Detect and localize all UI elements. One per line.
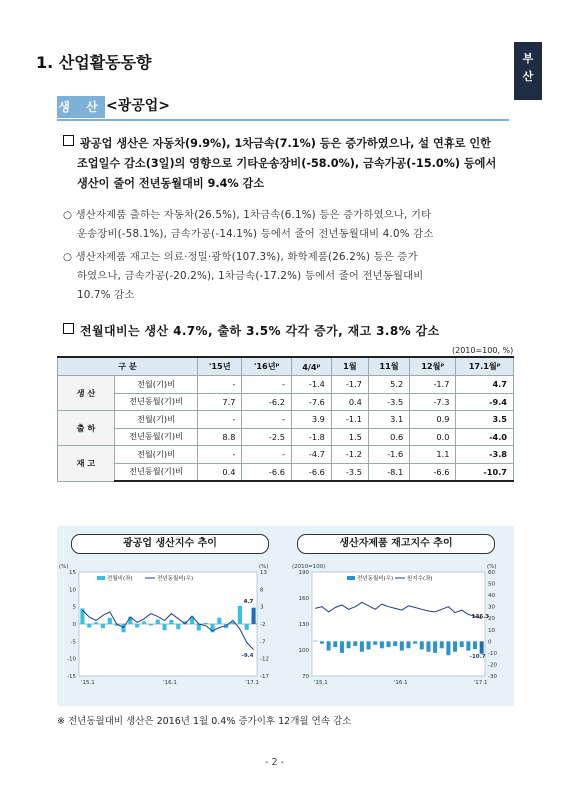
table-row: [58, 463, 514, 481]
bar-mark: [245, 624, 249, 630]
bar-mark: [480, 641, 484, 653]
table-cell: -2.5: [242, 428, 291, 446]
footnote: ※ 전년동월대비 생산은 2016년 1월 0.4% 증가이후 12개월 연속 감소: [57, 716, 352, 727]
bar-mark: [387, 641, 391, 647]
table-header: 4/4ᵖ: [291, 357, 331, 376]
bar-mark: [135, 624, 139, 627]
table-cell: -1.1: [331, 411, 368, 429]
row-label: 전년동월(기)비: [115, 463, 198, 481]
x-tick-label: '17.1: [473, 680, 488, 686]
left-tick-label: -5: [70, 639, 76, 646]
bar-mark: [197, 624, 201, 631]
table-cell: -: [198, 411, 242, 429]
left-tick-label: 100: [298, 648, 309, 654]
bar-mark: [426, 641, 430, 651]
left-tick-label: 10: [69, 587, 76, 594]
table-cell: 3.9: [291, 411, 331, 429]
right-tick-label: 60: [488, 570, 495, 576]
table-cell: -: [198, 446, 242, 464]
chart-2-title: 생산자제품 재고지수 추이: [297, 534, 495, 554]
table-cell: -4.7: [291, 446, 331, 464]
table-row: [58, 376, 514, 394]
bar-mark: [446, 641, 450, 655]
bar-mark: [163, 624, 167, 630]
row-group-label: 출 하: [58, 411, 115, 446]
right-tick-label: 50: [488, 581, 495, 588]
table-row: [58, 446, 514, 464]
chart-1-title: 광공업 생산지수 추이: [71, 534, 269, 554]
section-divider: [57, 119, 509, 121]
bar-mark: [101, 624, 105, 628]
inventory-index-chart: [292, 564, 497, 686]
table-cell: 0.6: [368, 428, 409, 446]
bar-mark: [108, 618, 112, 624]
data-annotation: 4.7: [243, 599, 254, 605]
table-header: '16년ᵖ: [242, 357, 291, 376]
bullet-inventory: [63, 248, 513, 305]
charts-svg: [57, 558, 514, 706]
table-cell: -3.8: [456, 446, 514, 464]
left-unit-label: (2010=100): [292, 564, 326, 570]
x-tick-label: '16.1: [163, 680, 177, 686]
bullet-inventory-line-2: 하였으나, 금속가공(-20.2%), 1차금속(-17.2%) 등에서 줄어 전년동월대비: [77, 270, 424, 282]
table-cell: 3.1: [368, 411, 409, 429]
bar-mark: [420, 641, 424, 649]
table-cell: -1.4: [291, 376, 331, 394]
month-over-month-summary: [63, 322, 440, 339]
section-badge: 생 산: [57, 96, 105, 118]
left-unit-label: (%): [59, 564, 69, 570]
page-number: - 2 -: [265, 757, 284, 768]
side-tab-char-2: 산: [522, 70, 534, 83]
charts-panel: [57, 526, 514, 706]
x-tick-label: '15.1: [314, 680, 328, 686]
bar-mark: [433, 641, 437, 653]
bullet-shipments: [63, 206, 513, 244]
data-annotation: -9.4: [241, 653, 254, 659]
right-tick-label: 0: [488, 639, 492, 646]
bar-mark: [440, 641, 444, 648]
main-paragraph: [63, 134, 513, 194]
table-cell: 0.4: [198, 463, 242, 481]
right-tick-label: -10: [488, 650, 497, 657]
page-heading: 1. 산업활동동향: [36, 53, 152, 72]
bar-mark: [460, 641, 464, 647]
bar-mark: [313, 641, 317, 642]
bar-mark: [252, 608, 256, 624]
table-cell: -3.5: [368, 393, 409, 411]
left-tick-label: 15: [69, 570, 76, 576]
checkbox-square-icon: [63, 323, 74, 334]
bar-mark: [149, 624, 153, 625]
left-tick-label: 190: [298, 570, 309, 576]
table-cell: -1.7: [410, 376, 456, 394]
data-annotation: -10.7: [469, 654, 486, 660]
bar-mark: [217, 618, 221, 624]
bar-mark: [333, 641, 337, 647]
left-tick-label: 70: [302, 674, 309, 680]
right-tick-label: 3: [260, 604, 264, 611]
side-tab-char-1: 부: [522, 52, 534, 65]
x-tick-label: '17.1: [245, 680, 260, 686]
legend-label: 전월비(좌): [107, 576, 133, 582]
data-annotation: 136.3: [471, 614, 490, 620]
plot-area: [312, 572, 485, 676]
table-cell: -: [198, 376, 242, 394]
table-cell: 1.1: [410, 446, 456, 464]
bar-mark: [142, 622, 146, 624]
main-paragraph-line-2: 조업일수 감소(3일)의 영향으로 기타운송장비(-58.0%), 금속가공(-15.0%) 등에서: [77, 157, 497, 170]
bar-mark: [400, 641, 404, 650]
table-row: [58, 428, 514, 446]
bar-mark: [353, 641, 357, 646]
bullet-inventory-line-1: ○ 생산자제품 재고는 의료·정밀·광학(107.3%), 화학제품(26.2%) 등은 증가: [63, 251, 418, 263]
table-cell: -1.6: [368, 446, 409, 464]
bar-mark: [238, 606, 242, 624]
table-cell: 7.7: [198, 393, 242, 411]
bar-mark: [473, 641, 477, 649]
table-header: 12월ᵖ: [410, 357, 456, 376]
table-cell: -4.0: [456, 428, 514, 446]
table-cell: 8.8: [198, 428, 242, 446]
main-paragraph-line-3: 생산이 줄어 전년동월대비 9.4% 감소: [77, 177, 265, 190]
table-unit: (2010=100, %): [452, 346, 514, 355]
table-cell: -8.1: [368, 463, 409, 481]
right-tick-label: 10: [488, 627, 495, 634]
bar-mark: [373, 641, 377, 644]
bar-mark: [204, 623, 208, 624]
table-cell: 1.5: [331, 428, 368, 446]
main-paragraph-line-1: 광공업 생산은 자동차(9.9%), 1차금속(7.1%) 등은 증가하였으나, 설 연휴로 인한: [80, 137, 491, 150]
bar-mark: [347, 641, 351, 648]
bar-mark: [87, 624, 91, 627]
production-index-chart: [59, 564, 269, 686]
table-cell: 4.7: [456, 376, 514, 394]
table-cell: 0.9: [410, 411, 456, 429]
table-cell: 0.4: [331, 393, 368, 411]
bar-mark: [327, 641, 331, 650]
table-cell: -6.6: [242, 463, 291, 481]
bar-mark: [406, 641, 410, 648]
table-cell: -1.7: [331, 376, 368, 394]
row-label: 전년동월(기)비: [115, 393, 198, 411]
right-tick-label: -12: [260, 656, 269, 663]
right-tick-label: -7: [260, 639, 266, 646]
right-tick-label: -30: [488, 674, 497, 680]
right-tick-label: 40: [488, 593, 495, 600]
row-label: 전월(기)비: [115, 446, 198, 464]
section-title: <광공업>: [106, 98, 171, 114]
bullet-shipments-line-1: ○ 생산자제품 출하는 자동차(26.5%), 1차금속(6.1%) 등은 증가하였으나, 기타: [63, 209, 432, 221]
bar-mark: [453, 641, 457, 651]
legend-swatch-bar: [347, 576, 355, 580]
x-tick-label: '16.1: [393, 680, 408, 686]
bar-mark: [360, 641, 364, 651]
left-tick-label: -15: [67, 674, 76, 680]
right-unit-label: (%): [259, 564, 269, 570]
right-tick-label: -17: [260, 674, 269, 680]
bar-mark: [156, 619, 160, 624]
month-over-month-text: 전월대비는 생산 4.7%, 출하 3.5% 각각 증가, 재고 3.8% 감소: [80, 324, 440, 338]
bar-mark: [320, 641, 324, 643]
legend-label: 전년동월비(우): [357, 576, 394, 582]
bar-mark: [393, 641, 397, 646]
bar-mark: [413, 641, 417, 643]
table-header-row: [58, 357, 514, 376]
bar-mark: [380, 641, 384, 648]
right-tick-label: -2: [260, 622, 266, 628]
legend-label: 전년동월비(우): [157, 576, 194, 582]
table-cell: -: [242, 376, 291, 394]
table-cell: -9.4: [456, 393, 514, 411]
right-tick-label: 30: [488, 604, 495, 611]
left-tick-label: 0: [72, 622, 76, 628]
row-group-label: 생 산: [58, 376, 115, 411]
table-header: 구 분: [58, 357, 198, 376]
table-cell: -10.7: [456, 463, 514, 481]
left-tick-label: -10: [67, 656, 76, 663]
table-cell: 3.5: [456, 411, 514, 429]
table-cell: -6.2: [242, 393, 291, 411]
bar-mark: [176, 624, 180, 629]
table-cell: -6.6: [410, 463, 456, 481]
row-label: 전년동월(기)비: [115, 428, 198, 446]
table-header: '15년: [198, 357, 242, 376]
table-row: [58, 393, 514, 411]
table-cell: -7.3: [410, 393, 456, 411]
table-cell: -1.2: [331, 446, 368, 464]
table-cell: -1.8: [291, 428, 331, 446]
bar-mark: [94, 622, 98, 624]
table-header: 1월: [331, 357, 368, 376]
left-tick-label: 130: [298, 622, 309, 628]
bullet-shipments-line-2: 운송장비(-58.1%), 금속가공(-14.1%) 등에서 줄어 전년동월대비 4.0% 감소: [77, 228, 434, 240]
bar-mark: [169, 620, 173, 624]
table-header: 11월: [368, 357, 409, 376]
right-tick-label: 20: [488, 616, 495, 623]
right-tick-label: 13: [260, 570, 267, 576]
left-tick-label: 5: [72, 604, 76, 611]
legend-label: 원지수(좌): [407, 576, 433, 582]
stats-table: [57, 356, 514, 482]
table-cell: -: [242, 411, 291, 429]
table-cell: -6.6: [291, 463, 331, 481]
right-unit-label: (%): [487, 564, 497, 570]
row-group-label: 재 고: [58, 446, 115, 482]
table-cell: -: [242, 446, 291, 464]
legend-swatch-bar: [97, 576, 105, 580]
x-tick-label: '15.1: [81, 680, 95, 686]
checkbox-square-icon: [63, 135, 74, 146]
table-cell: 5.2: [368, 376, 409, 394]
bullet-inventory-line-3: 10.7% 감소: [77, 289, 135, 301]
bar-mark: [367, 641, 371, 649]
table-header: 17.1월ᵖ: [456, 357, 514, 376]
row-label: 전월(기)비: [115, 411, 198, 429]
section-side-tab: [514, 42, 542, 100]
right-tick-label: 8: [260, 587, 264, 594]
table-cell: -7.6: [291, 393, 331, 411]
table-row: [58, 411, 514, 429]
bar-mark: [340, 641, 344, 653]
row-label: 전월(기)비: [115, 376, 198, 394]
right-tick-label: -20: [488, 662, 497, 669]
left-tick-label: 160: [298, 596, 309, 602]
table-cell: -3.5: [331, 463, 368, 481]
bar-mark: [466, 641, 470, 650]
table-cell: 0.0: [410, 428, 456, 446]
